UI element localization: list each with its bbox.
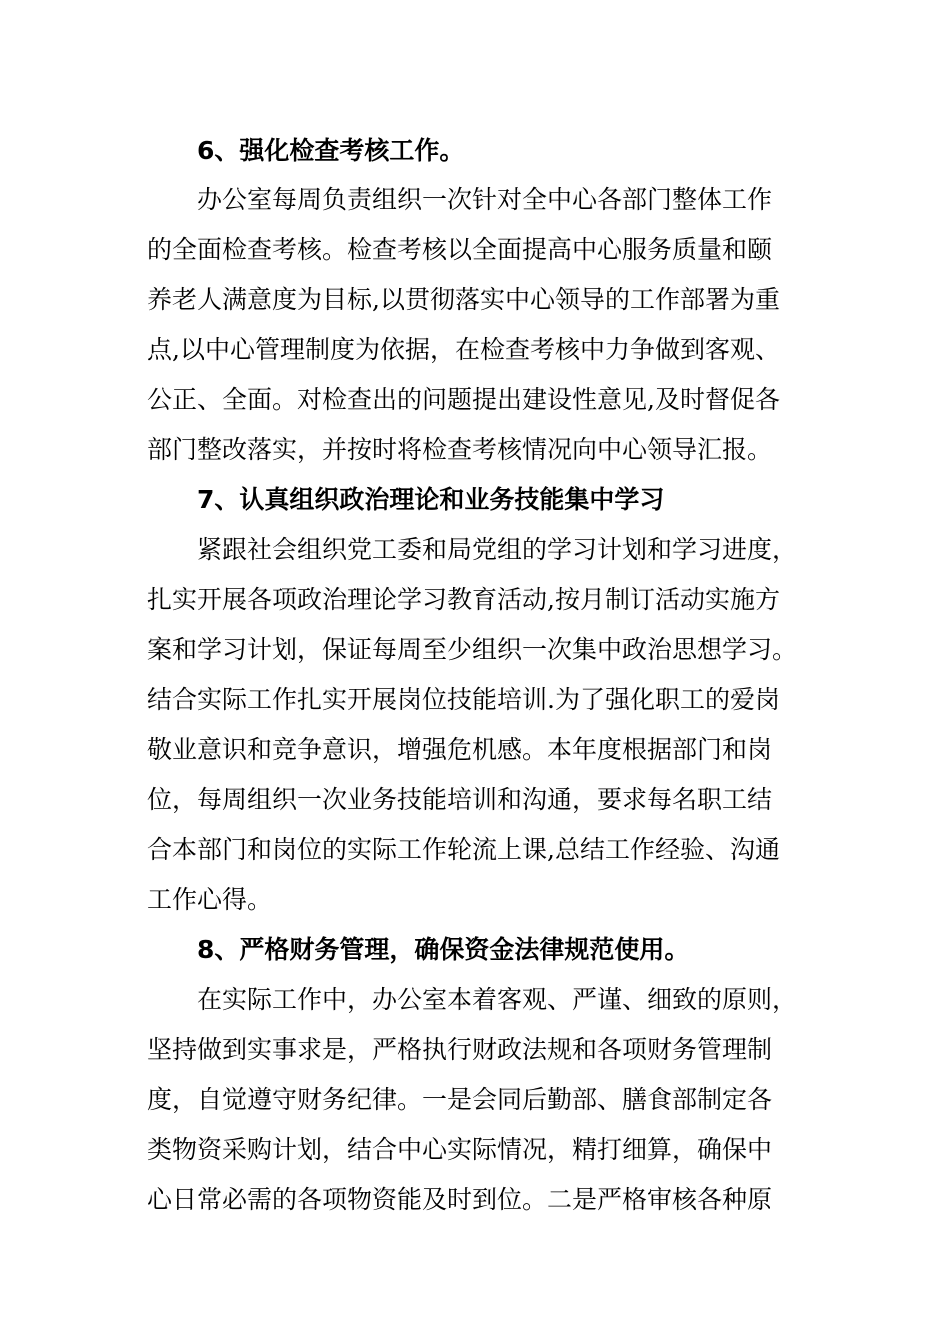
paragraph-line: 案和学习计划，保证每周至少组织一次集中政治思想学习。 [147,635,798,664]
paragraph-line: 位，每周组织一次业务技能培训和沟通，要求每名职工结 [147,785,773,814]
paragraph-line: 养老人满意度为目标,以贯彻落实中心领导的工作部署为重 [147,285,780,314]
paragraph-line: 在实际工作中，办公室本着客观、严谨、细致的原则， [197,985,798,1014]
paragraph-line: 部门整改落实，并按时将检查考核情况向中心领导汇报。 [147,435,773,464]
paragraph-line: 公正、全面。对检查出的问题提出建设性意见,及时督促各 [147,385,780,414]
paragraph-line: 扎实开展各项政治理论学习教育活动,按月制订活动实施方 [147,585,780,614]
paragraph-line: 紧跟社会组织党工委和局党组的学习计划和学习进度， [197,535,798,564]
paragraph-line: 结合实际工作扎实开展岗位技能培训.为了强化职工的爱岗 [147,685,780,714]
paragraph-line: 工作心得。 [147,885,273,914]
paragraph-line: 敬业意识和竞争意识，增强危机感。本年度根据部门和岗 [147,735,773,764]
paragraph-line: 类物资采购计划，结合中心实际情况，精打细算，确保中 [147,1135,773,1164]
paragraph-line: 点,以中心管理制度为依据，在检查考核中力争做到客观、 [147,335,780,364]
section-heading: 8、严格财务管理，确保资金法律规范使用。 [197,935,690,964]
paragraph-line: 的全面检查考核。检查考核以全面提高中心服务质量和颐 [147,235,773,264]
section-heading: 7、认真组织政治理论和业务技能集中学习 [197,485,665,514]
paragraph-line: 办公室每周负责组织一次针对全中心各部门整体工作 [197,185,773,214]
paragraph-line: 合本部门和岗位的实际工作轮流上课,总结工作经验、沟通 [147,835,780,864]
paragraph-line: 度，自觉遵守财务纪律。一是会同后勤部、膳食部制定各 [147,1085,773,1114]
section-heading: 6、强化检查考核工作。 [197,136,465,165]
paragraph-line: 坚持做到实事求是，严格执行财政法规和各项财务管理制 [147,1035,773,1064]
paragraph-line: 心日常必需的各项物资能及时到位。二是严格审核各种原 [147,1185,773,1214]
